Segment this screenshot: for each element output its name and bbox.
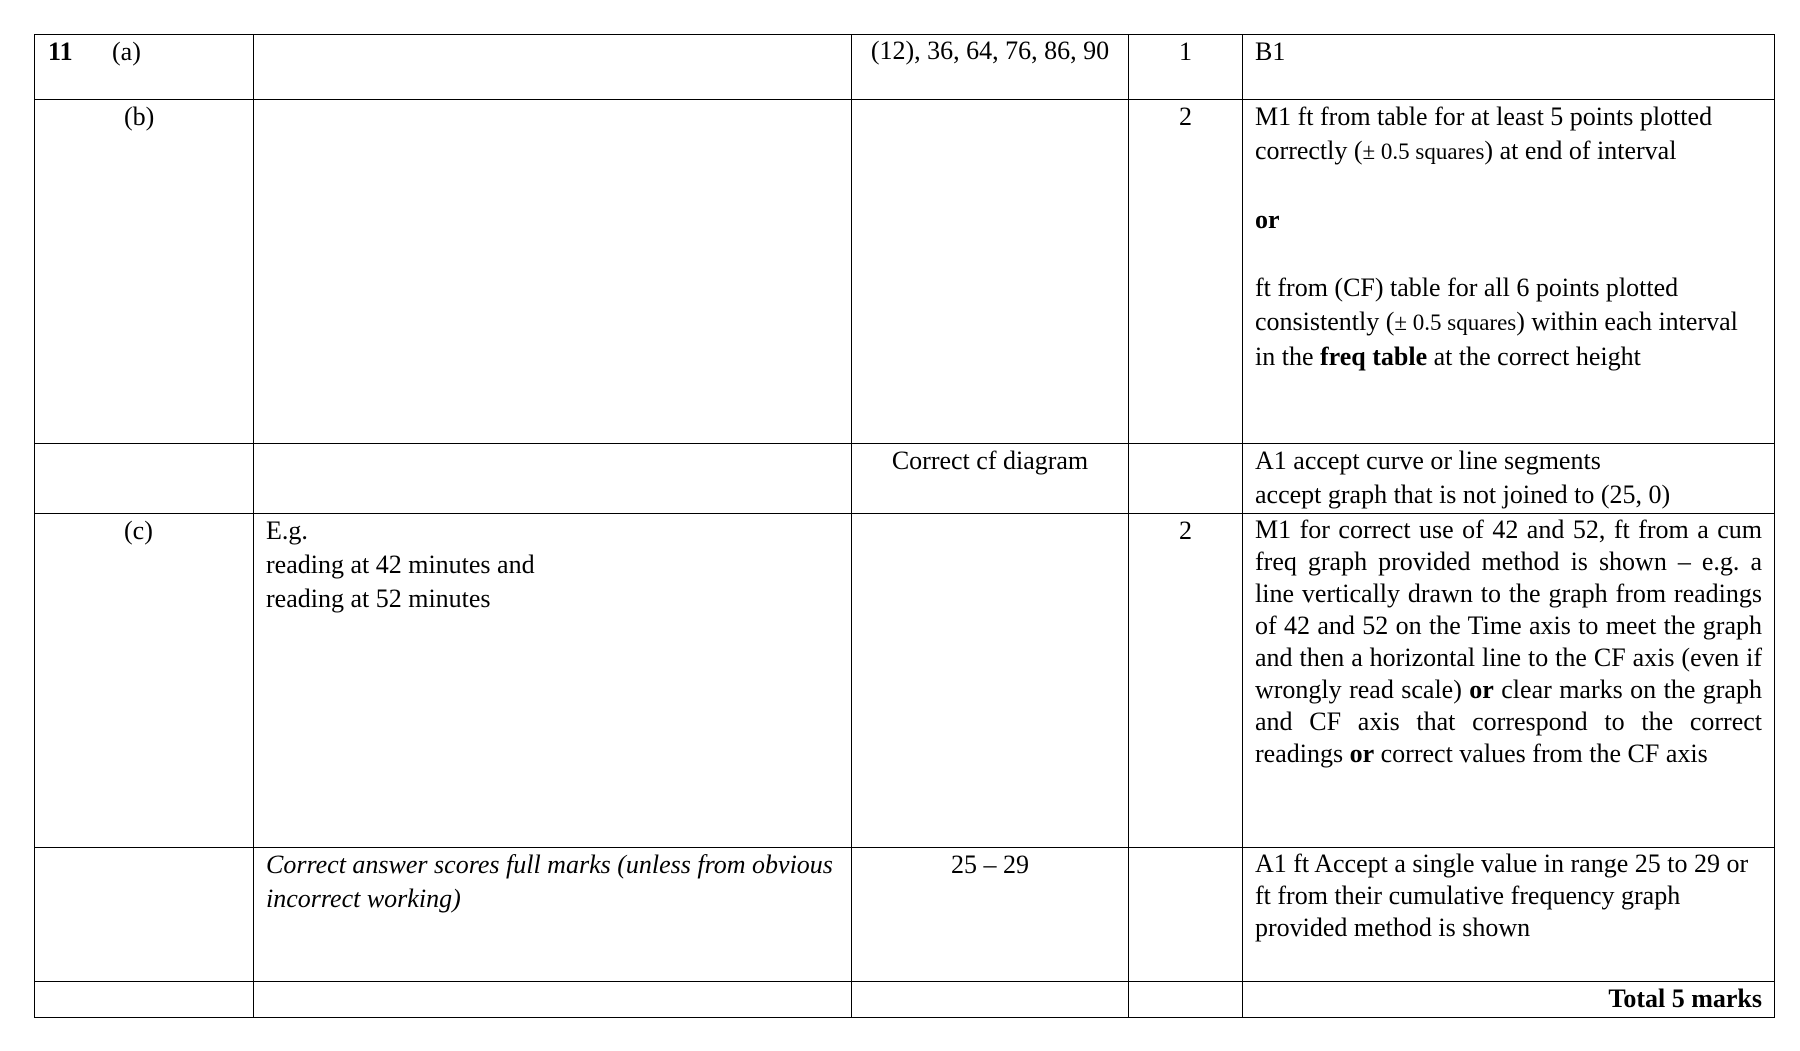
- mark-cell-c-a1: [1129, 848, 1243, 982]
- part-b-label: (b): [124, 102, 155, 131]
- question-cell-c-a1: [35, 848, 254, 982]
- part-a-notes: B1: [1255, 37, 1286, 66]
- row-part-c-m1: [35, 514, 1775, 848]
- notes-cell-a: [1243, 35, 1775, 100]
- row-part-c-a1: [35, 848, 1775, 982]
- mark-scheme-table: [34, 34, 1775, 1018]
- part-c-working-line-1: E.g.: [266, 516, 308, 545]
- working-cell-total: [254, 982, 852, 1018]
- notes-cell-b-a1: [1243, 444, 1775, 514]
- mark-cell-b-a1: [1129, 444, 1243, 514]
- question-cell: [35, 35, 254, 100]
- part-a-label: (a): [112, 37, 141, 66]
- part-a-mark: 1: [1179, 37, 1192, 66]
- part-c-a1-notes: A1 ft Accept a single value in range 25 to 29 or ft from their cumulative frequency graph provided method is shown: [1255, 849, 1749, 942]
- answer-cell-c: [852, 514, 1129, 848]
- part-c-a1-answer: 25 – 29: [951, 850, 1029, 879]
- working-cell-c: [254, 514, 852, 848]
- part-c-m1-text: M1 for correct use of 42 and 52, ft from a cum freq graph provided method is shown – e.g. a line vertically drawn to the graph from readings of 42 and 52 on the Time axis to meet the graph and then a horizontal line to the CF axis (even if wrongly read scale) or clear marks on the graph and CF axis that correspond to the correct readings or correct values from the CF axis: [1255, 515, 1762, 768]
- answer-cell-a: [852, 35, 1129, 100]
- question-cell-total: [35, 982, 254, 1018]
- part-a-answer: (12), 36, 64, 76, 86, 90: [870, 36, 1110, 65]
- total-marks: Total 5 marks: [1608, 984, 1762, 1013]
- question-number: 11: [48, 37, 73, 66]
- answer-cell-b: [852, 100, 1129, 444]
- working-cell-a: [254, 35, 852, 100]
- question-cell-b-a1: [35, 444, 254, 514]
- mark-cell-a: [1129, 35, 1243, 100]
- mark-cell-b: [1129, 100, 1243, 444]
- answer-cell-c-a1: [852, 848, 1129, 982]
- part-b-or: or: [1255, 205, 1280, 234]
- part-b-a1-line-2: accept graph that is not joined to (25, 0): [1255, 480, 1671, 509]
- row-part-b-a1: [35, 444, 1775, 514]
- mark-cell-c: [1129, 514, 1243, 848]
- question-cell-b: [35, 100, 254, 444]
- part-b-m1-text-1: M1 ft from table for at least 5 points plotted correctly (± 0.5 squares) at end of interval: [1255, 102, 1713, 165]
- working-cell-b-a1: [254, 444, 852, 514]
- part-b-a1-line-1: A1 accept curve or line segments: [1255, 446, 1601, 475]
- answer-cell-b-a1: [852, 444, 1129, 514]
- row-part-b-m1: [35, 100, 1775, 444]
- part-b-a1-answer: Correct cf diagram: [891, 446, 1089, 475]
- working-cell-b: [254, 100, 852, 444]
- notes-cell-c-m1: [1243, 514, 1775, 848]
- notes-cell-b-m1: [1243, 100, 1775, 444]
- row-part-a: [35, 35, 1775, 100]
- working-cell-c-a1: [254, 848, 852, 982]
- notes-cell-c-a1: [1243, 848, 1775, 982]
- part-c-a1-working: Correct answer scores full marks (unless from obvious incorrect working): [266, 850, 833, 913]
- part-c-working-line-3: reading at 52 minutes: [266, 584, 491, 613]
- part-c-label: (c): [124, 516, 153, 545]
- row-total: [35, 982, 1775, 1018]
- part-b-m1-text-2: ft from (CF) table for all 6 points plotted consistently (± 0.5 squares) within each interval in the freq table at the correct height: [1255, 273, 1738, 371]
- part-c-mark: 2: [1179, 516, 1192, 545]
- part-b-mark: 2: [1179, 102, 1192, 131]
- part-c-working-line-2: reading at 42 minutes and: [266, 550, 535, 579]
- question-cell-c: [35, 514, 254, 848]
- notes-cell-total: [1243, 982, 1775, 1018]
- mark-cell-total: [1129, 982, 1243, 1018]
- answer-cell-total: [852, 982, 1129, 1018]
